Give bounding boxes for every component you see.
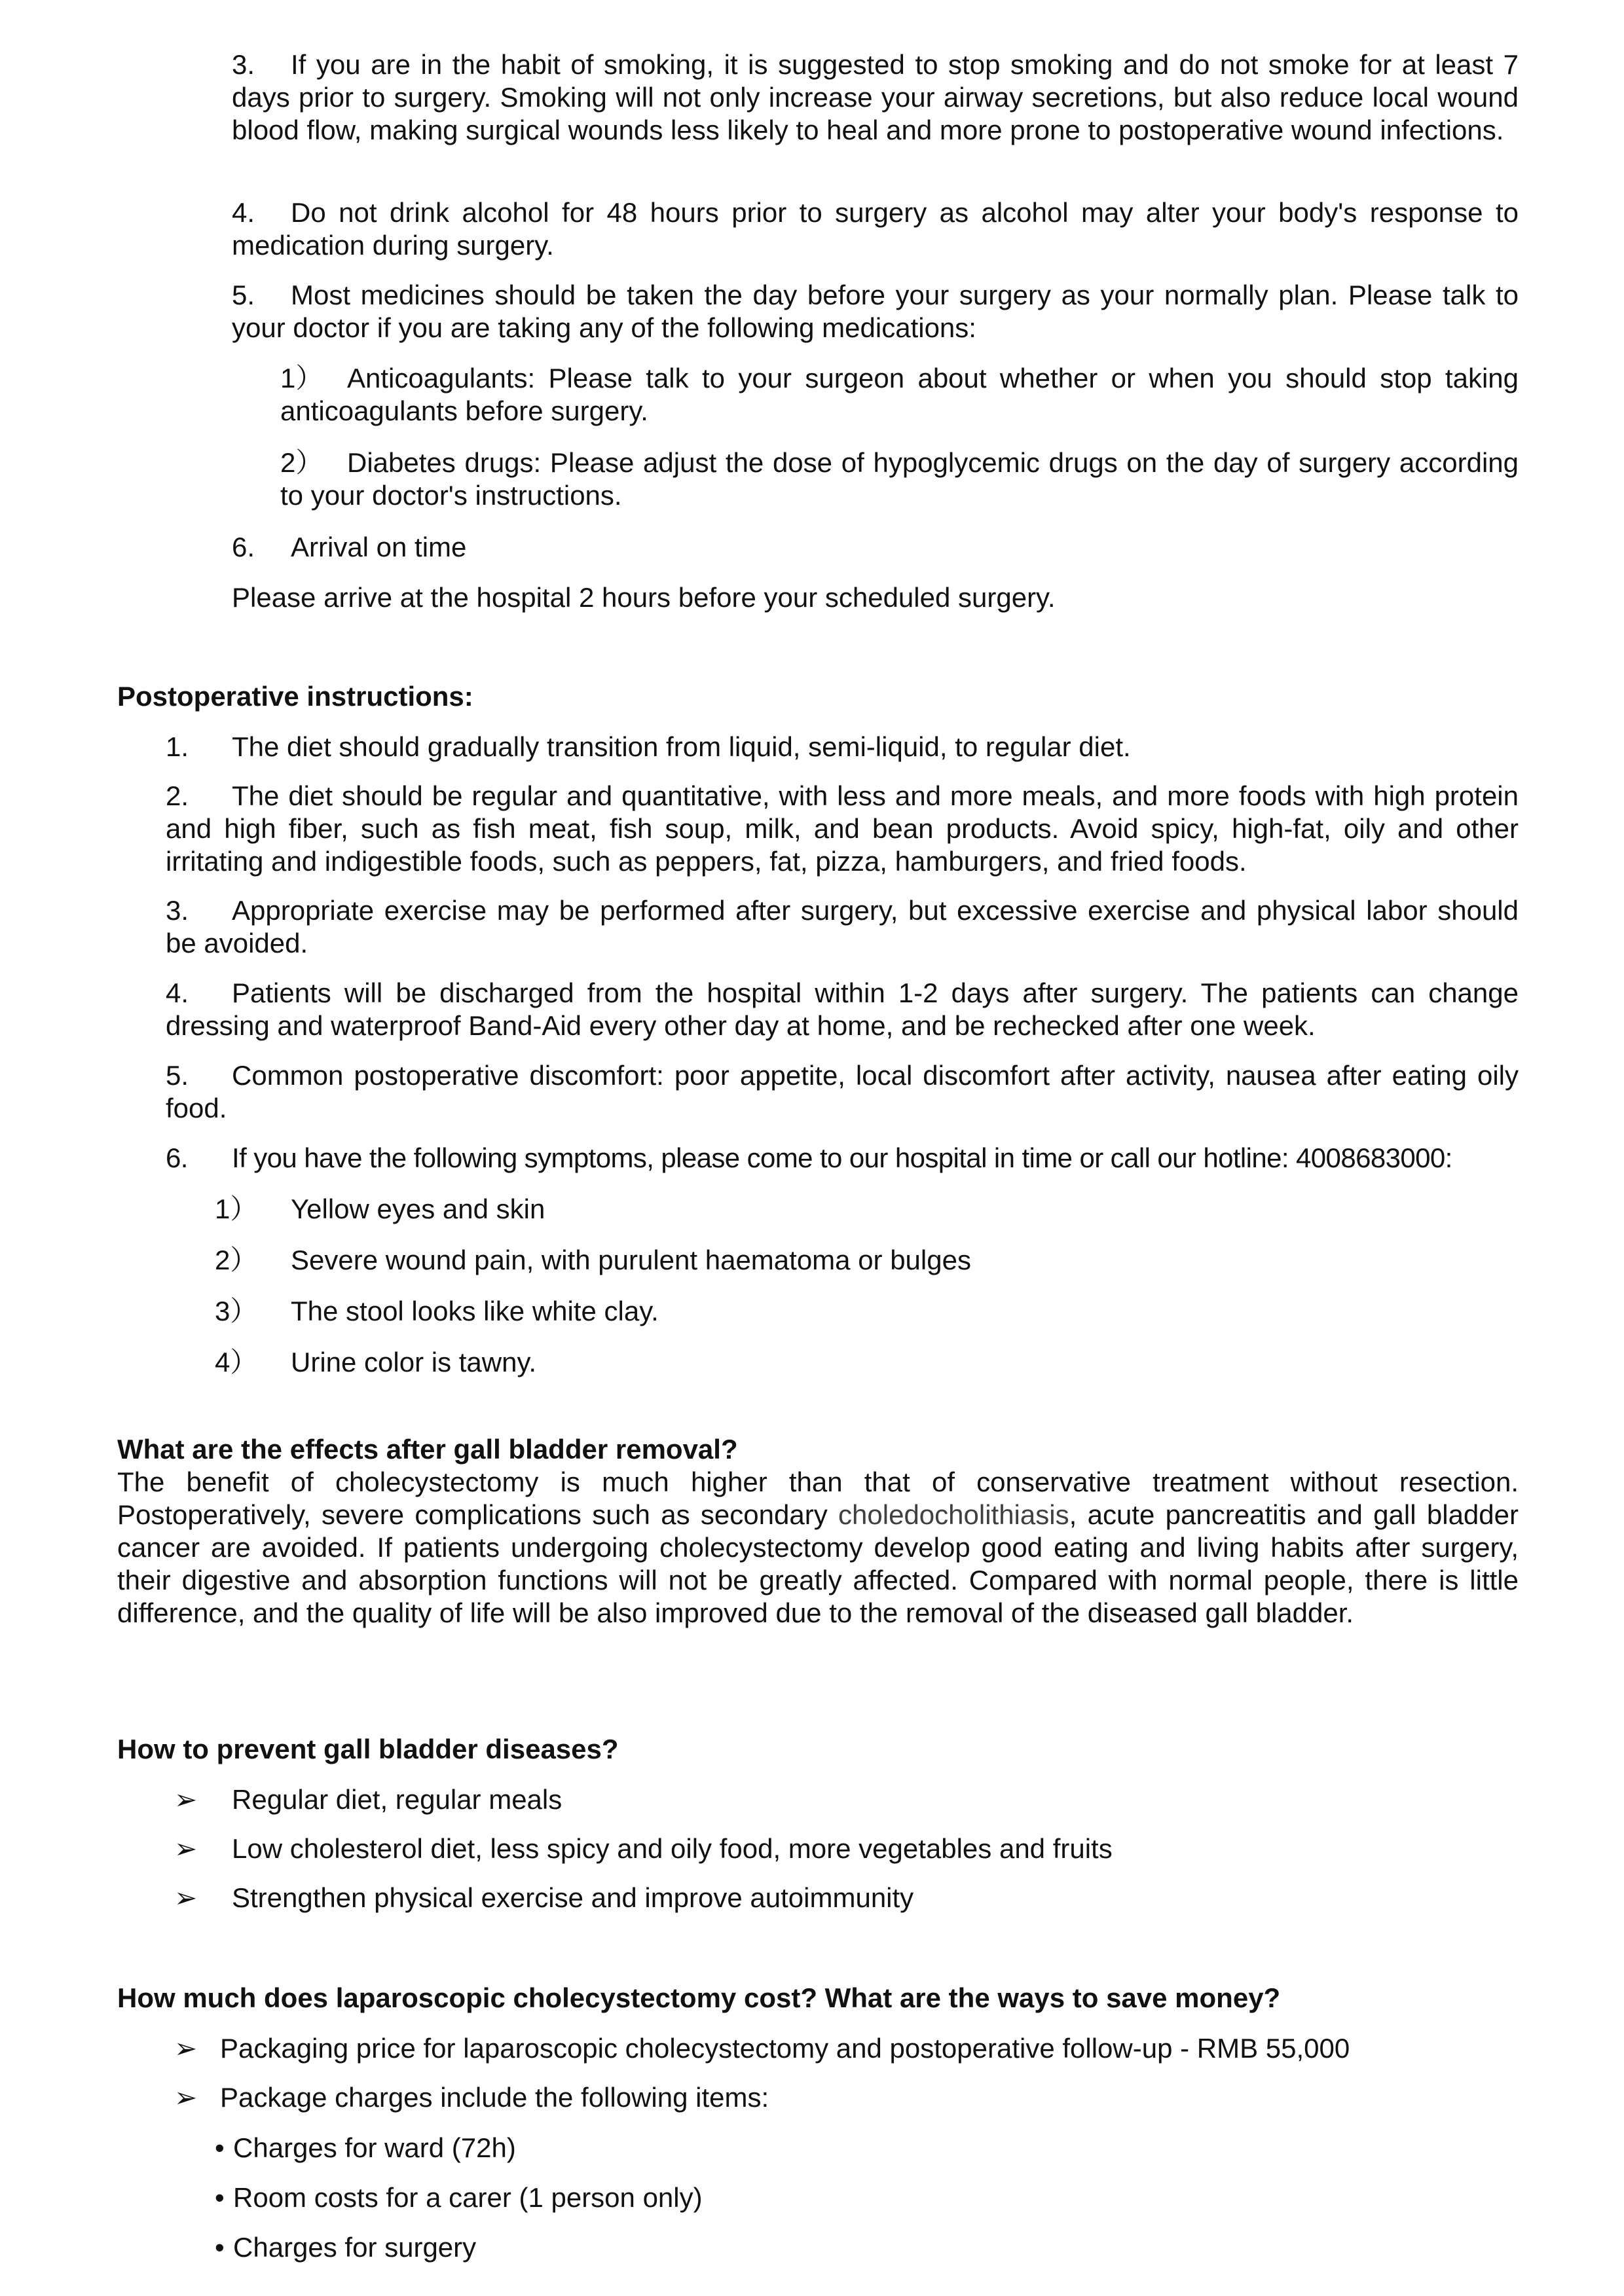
effects-text-end: , acute pancreatitis and gall bladder cancer are avoided. If patients undergoing cholecystectomy develop good eating and living habits after surgery, their digestive and absorption functions will not be greatly affected. Compared with normal people, there is little difference, and the quality of life will be also improved due to the removal of the diseased gall bladder. — [117, 1499, 1519, 1628]
postop-item-5 — [166, 1059, 1519, 1125]
postop-heading: Postoperative instructions: — [117, 681, 473, 712]
symptom-4 — [215, 1346, 1519, 1379]
cost-item — [174, 2032, 1519, 2065]
symptom-text: Severe wound pain, with purulent haematoma or bulges — [291, 1245, 971, 1275]
item-text: If you are in the habit of smoking, it is suggested to stop smoking and do not smoke for at least 7 days prior to surgery. Smoking will not only increase your airway secretions, but also reduce local wound blood flow, making surgical wounds less likely to heal and more prone to postoperative wound infections. — [232, 49, 1519, 145]
arrow-bullet-icon: ➢ — [174, 1833, 198, 1864]
preop-item-4 — [232, 196, 1519, 262]
cost-heading: How much does laparoscopic cholecystectomy cost? What are the ways to save money? — [117, 1982, 1281, 2013]
item-number: 6. — [232, 532, 255, 562]
prevent-item — [174, 1783, 1519, 1816]
item-text: The diet should gradually transition from liquid, semi-liquid, to regular diet. — [232, 731, 1131, 762]
item-text: Patients will be discharged from the hospital within 1-2 days after surgery. The patients can change dressing and waterproof Band-Aid every other day at home, and be rechecked after one week. — [166, 977, 1519, 1041]
item-number: 4. — [232, 197, 255, 228]
item-text: Common postoperative discomfort: poor appetite, local discomfort after activity, nausea after eating oily food. — [166, 1060, 1519, 1123]
item-text: Most medicines should be taken the day before your surgery as your normally plan. Please talk to your doctor if you are taking any of the following medications: — [232, 280, 1519, 343]
subitem-number: 1） — [280, 363, 323, 393]
arrow-bullet-icon: ➢ — [174, 2033, 198, 2064]
symptom-number: 3） — [215, 1296, 258, 1326]
symptom-1 — [215, 1193, 1519, 1226]
symptom-number: 4） — [215, 1347, 258, 1377]
symptom-number: 2） — [215, 1245, 258, 1275]
item-number: 6. — [166, 1142, 188, 1173]
item-text: Appropriate exercise may be performed after surgery, but excessive exercise and physical labor should be avoided. — [166, 895, 1519, 958]
preop-item-6 — [232, 531, 1519, 564]
dot-bullet-icon: • — [215, 2182, 225, 2213]
preop-item-3 — [232, 48, 1519, 147]
arrow-bullet-icon: ➢ — [174, 1882, 198, 1913]
subitem-text: Diabetes drugs: Please adjust the dose of hypoglycemic drugs on the day of surgery according to your doctor's instructions. — [280, 447, 1519, 511]
prevent-heading: How to prevent gall bladder diseases? — [117, 1734, 619, 1764]
item-number: 4. — [166, 977, 189, 1008]
item-number: 2. — [166, 780, 189, 811]
arrow-bullet-icon: ➢ — [174, 1784, 198, 1815]
subitem-number: 2） — [280, 447, 323, 478]
effects-text-start: The benefit of cholecystectomy is much higher than that of conservative treatment without resection. Postoperatively, severe complications such as secondary — [117, 1467, 1519, 1530]
preop-item-5 — [232, 279, 1519, 344]
cost-item — [174, 2081, 1519, 2114]
cost-subitem-text: Charges for ward (72h) — [233, 2132, 516, 2163]
prevent-item-text: Regular diet, regular meals — [232, 1784, 563, 1815]
cost-subitem-text: Room costs for a carer (1 person only) — [233, 2182, 703, 2213]
prevent-item-text: Strengthen physical exercise and improve autoimmunity — [232, 1882, 914, 1913]
prevent-item — [174, 1882, 1519, 1914]
item-text: Do not drink alcohol for 48 hours prior to surgery as alcohol may alter your body's response to medication during surgery. — [232, 197, 1519, 261]
cost-subitem — [215, 2132, 1519, 2164]
cost-item-text: Package charges include the following items: — [220, 2082, 769, 2113]
symptom-text: The stool looks like white clay. — [291, 1296, 659, 1326]
arrow-bullet-icon: ➢ — [174, 2082, 198, 2113]
cost-subitem — [215, 2231, 1519, 2264]
prevent-item — [174, 1832, 1519, 1865]
symptom-text: Yellow eyes and skin — [291, 1194, 545, 1224]
arrival-detail: Please arrive at the hospital 2 hours before your scheduled surgery. — [232, 582, 1056, 613]
cost-subitem-text: Charges for surgery — [233, 2232, 477, 2263]
cost-item-text: Packaging price for laparoscopic cholecystectomy and postoperative follow-up - RMB 55,000 — [220, 2033, 1350, 2064]
item-number: 3. — [232, 49, 255, 80]
dot-bullet-icon: • — [215, 2132, 225, 2163]
postop-item-1 — [166, 731, 1519, 763]
preop-subitem-1 — [280, 362, 1519, 428]
subitem-text: Anticoagulants: Please talk to your surgeon about whether or when you should stop taking anticoagulants before surgery. — [280, 363, 1519, 426]
item-number: 3. — [166, 895, 189, 926]
item-text: The diet should be regular and quantitative, with less and more meals, and more foods with high protein and high fiber, such as fish meat, fish soup, milk, and bean products. Avoid spicy, high-fat, oily and other irritating and indigestible foods, such as peppers, fat, pizza, hamburgers, and fried foods. — [166, 780, 1519, 877]
postop-item-2 — [166, 780, 1519, 878]
item-text: Arrival on time — [291, 532, 467, 562]
postop-item-6 — [166, 1142, 1534, 1175]
item-number: 5. — [232, 280, 255, 310]
symptom-3 — [215, 1295, 1519, 1328]
cost-subitem — [215, 2181, 1519, 2214]
effects-paragraph — [117, 1466, 1519, 1630]
postop-item-4 — [166, 977, 1519, 1042]
symptom-text: Urine color is tawny. — [291, 1347, 537, 1377]
item-number: 1. — [166, 731, 189, 762]
effects-heading: What are the effects after gall bladder removal? — [117, 1434, 738, 1465]
dot-bullet-icon: • — [215, 2232, 225, 2263]
preop-subitem-2 — [280, 446, 1519, 512]
effects-highlight-term: choledocholithiasis — [838, 1499, 1069, 1530]
symptom-2 — [215, 1244, 1519, 1277]
prevent-item-text: Low cholesterol diet, less spicy and oily food, more vegetables and fruits — [232, 1833, 1113, 1864]
postop-item-3 — [166, 894, 1519, 960]
item-text: If you have the following symptoms, please come to our hospital in time or call our hotline: 4008683000: — [232, 1142, 1452, 1173]
item-number: 5. — [166, 1060, 189, 1091]
symptom-number: 1） — [215, 1194, 258, 1224]
